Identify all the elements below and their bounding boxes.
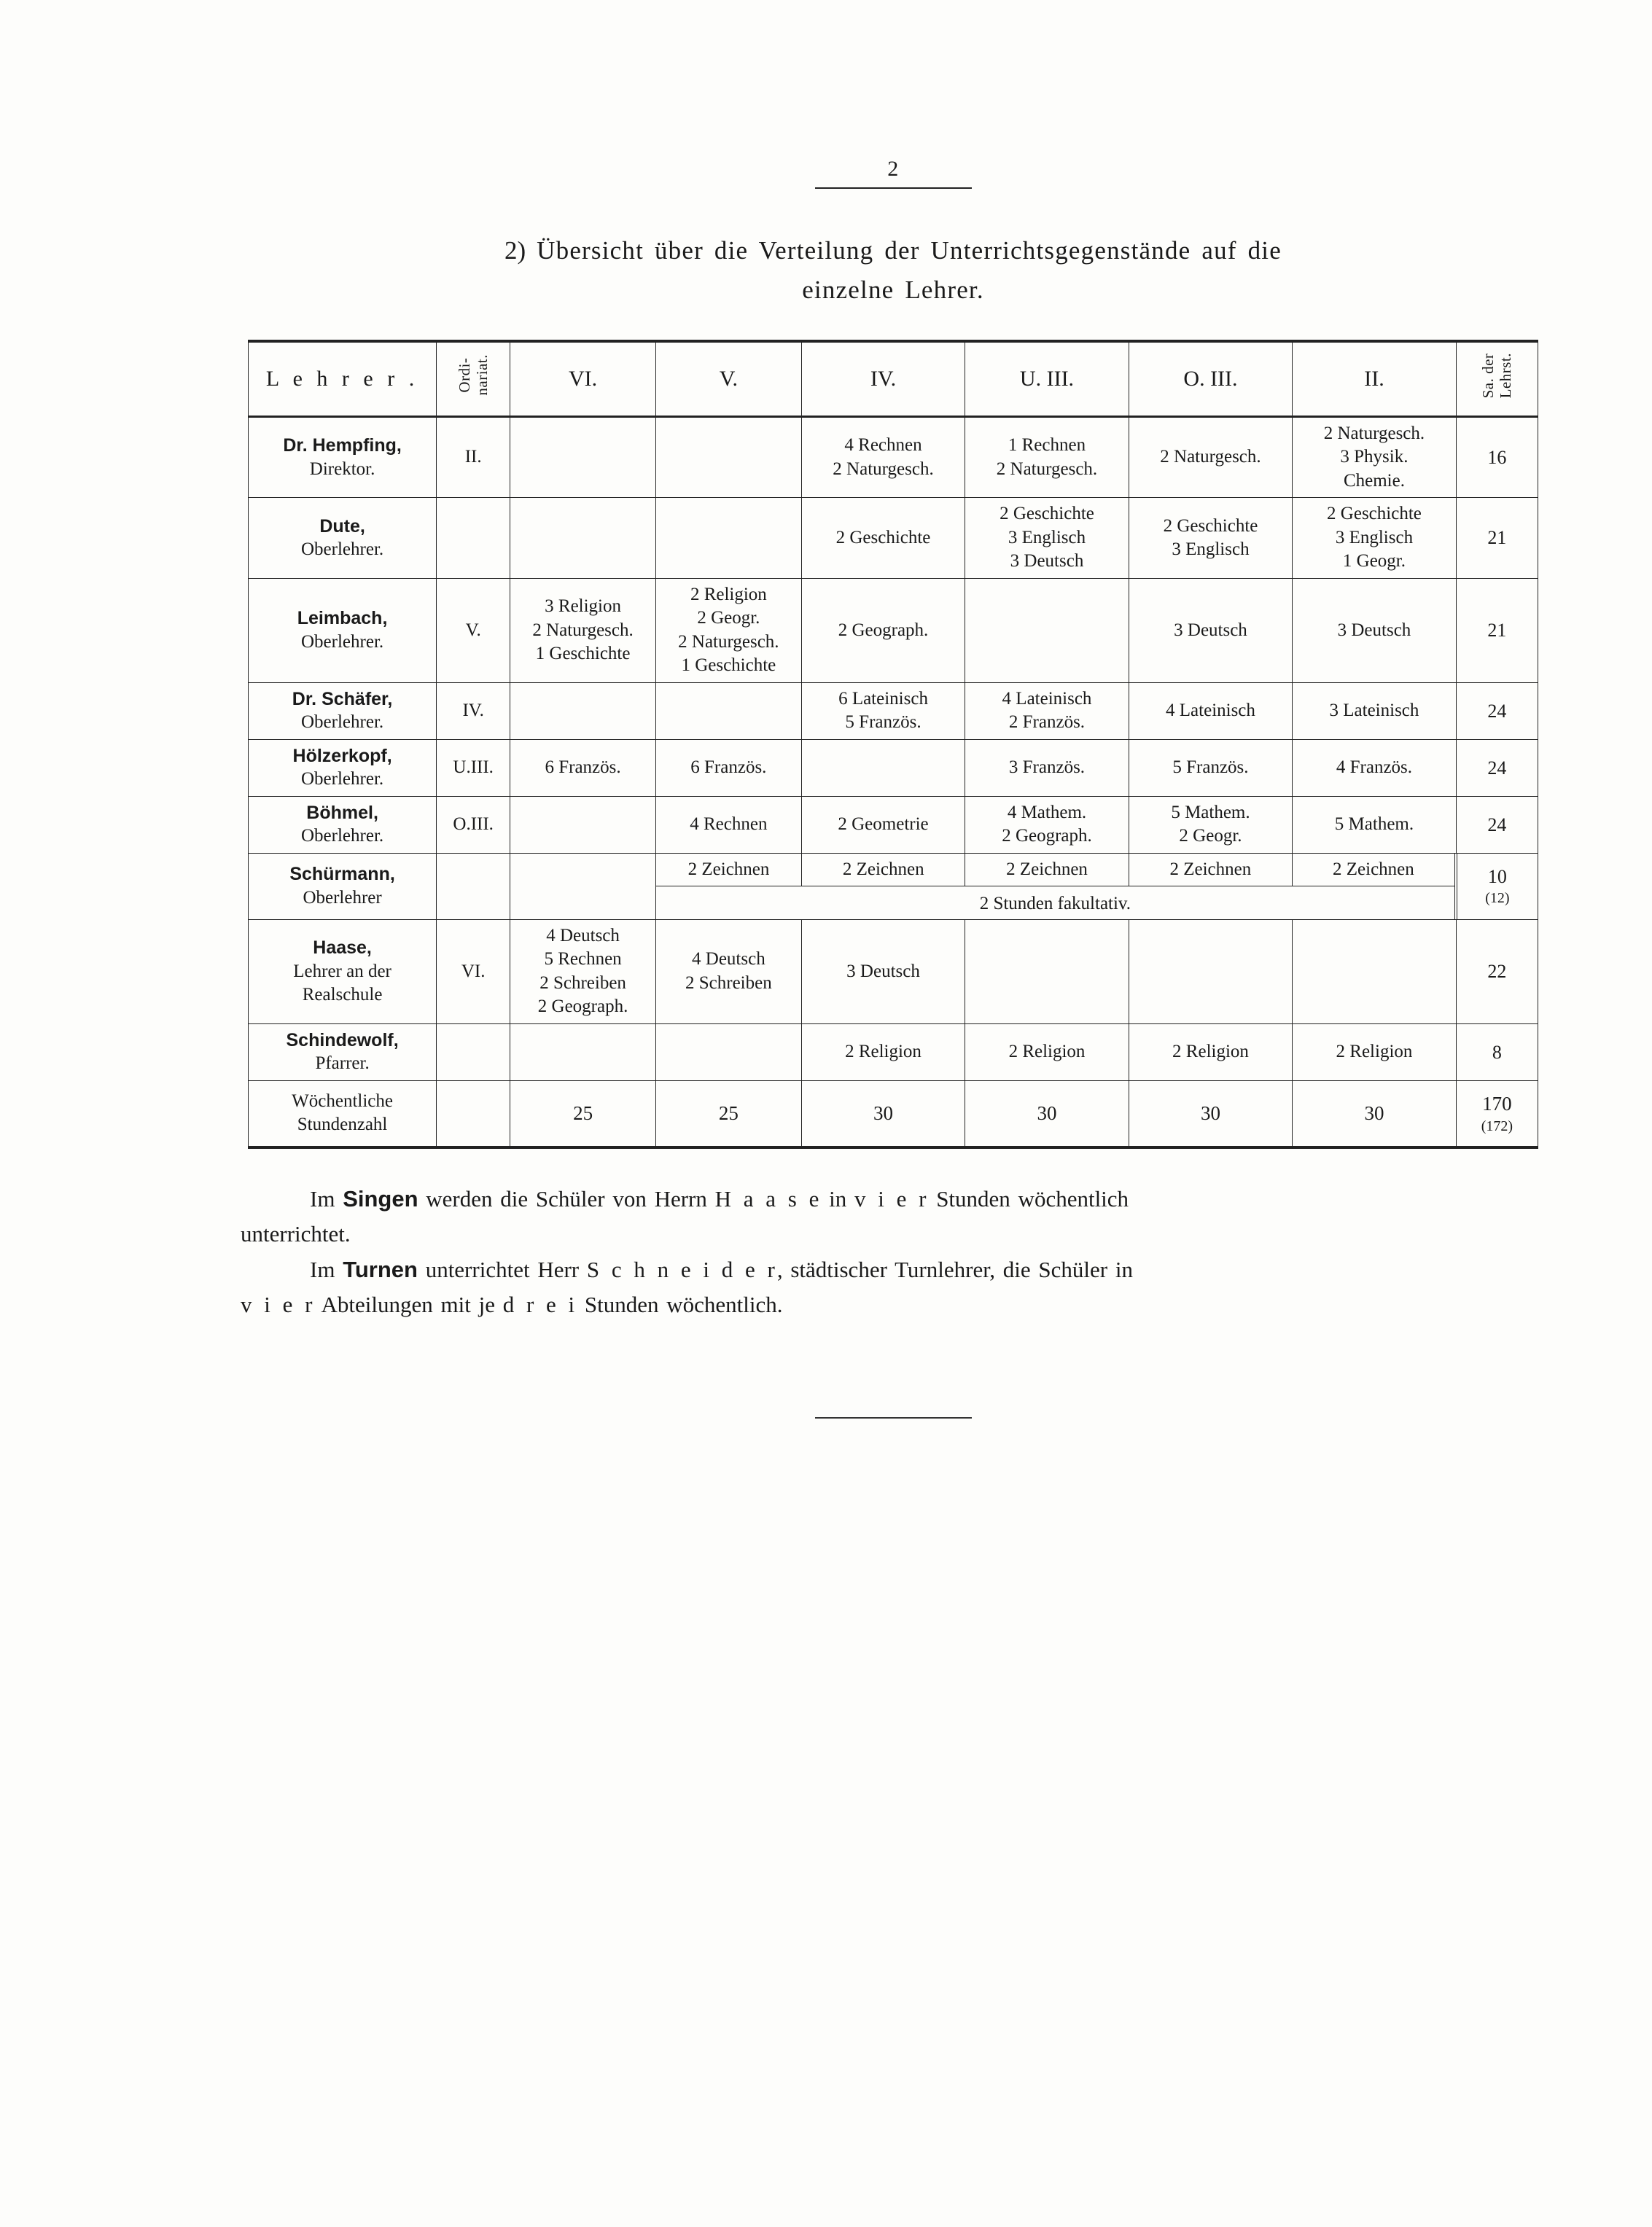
ordinariat-label-1: Ordi-: [456, 357, 474, 393]
cell-vi: 4 Deutsch 5 Rechnen 2 Schreiben 2 Geograph.: [510, 919, 656, 1023]
total-iv: 30: [801, 1080, 965, 1147]
note-turnen: [241, 1253, 1531, 1287]
teacher-role: Oberlehrer.: [301, 539, 384, 560]
teacher-role: Pfarrer.: [315, 1053, 370, 1074]
cell-iv: 2 Religion: [801, 1023, 965, 1080]
cell-oiii: 4 Lateinisch: [1129, 682, 1292, 739]
cell-v: 6 Französ.: [655, 739, 801, 796]
total-vi: 25: [510, 1080, 656, 1147]
table-row: [249, 739, 1538, 796]
table-row: [249, 498, 1538, 579]
cell-iv: 2 Geometrie: [801, 796, 965, 853]
ordinariat-cell: VI.: [437, 919, 510, 1023]
teacher-cell: [249, 1023, 437, 1080]
note-singen-part2: werden die Schüler von Herrn: [418, 1185, 715, 1212]
note-singen-part1: Im: [310, 1185, 343, 1212]
table-row: [249, 1023, 1538, 1080]
cell-uiii: 2 Religion: [965, 1023, 1129, 1080]
heading-line-2: einzelne Lehrer.: [802, 276, 984, 305]
note-turnen-cont: [241, 1288, 1531, 1322]
page-number-block: [241, 157, 1546, 189]
teacher-name: Schürmann,: [289, 864, 395, 885]
cell-oiii: 3 Deutsch: [1129, 578, 1292, 682]
teacher-name: Dute,: [319, 515, 365, 537]
cell-sum: 8: [1456, 1023, 1538, 1080]
cell-v: 4 Deutsch 2 Schreiben: [655, 919, 801, 1023]
page-number-rule: [815, 187, 972, 189]
teacher-role: Oberlehrer.: [301, 631, 384, 652]
ordinariat-cell: O.III.: [437, 796, 510, 853]
note-turnen-part3: , städtischer Turnlehrer, die Schüler in: [776, 1256, 1133, 1282]
cell-vi: [510, 416, 656, 498]
table-row: [249, 578, 1538, 682]
cell-ii: [1293, 919, 1456, 1023]
teacher-role: Oberlehrer.: [301, 712, 384, 733]
total-label: [249, 1080, 437, 1147]
cell-uiii: 4 Mathem. 2 Geograph.: [965, 796, 1129, 853]
total-sum-value: 170: [1482, 1092, 1512, 1115]
total-v: 25: [655, 1080, 801, 1147]
total-sum: [1456, 1080, 1538, 1147]
total-uiii: 30: [965, 1080, 1129, 1147]
column-header-teacher: L e h r e r .: [249, 341, 437, 417]
cell-sum: 16: [1456, 416, 1538, 498]
cell-ii: 4 Französ.: [1293, 739, 1456, 796]
note-turnen-part5: Abteilungen mit je: [314, 1292, 503, 1318]
cell-uiii: 3 Französ.: [965, 739, 1129, 796]
cell-iv: 6 Lateinisch 5 Französ.: [801, 682, 965, 739]
cell-oiii: 2 Naturgesch.: [1129, 416, 1292, 498]
ordinariat-cell: V.: [437, 578, 510, 682]
teacher-cell: [249, 853, 437, 919]
cell-iv: 3 Deutsch: [801, 919, 965, 1023]
teacher-name: Hölzerkopf,: [292, 745, 392, 766]
table-header-row: [249, 341, 1538, 417]
teacher-cell: [249, 578, 437, 682]
cell-v: [655, 1023, 801, 1080]
cell-v: [655, 498, 801, 579]
note-turnen-part1: Im: [310, 1256, 343, 1282]
cell-vi: [510, 498, 656, 579]
zeichnen-group-cell: [655, 853, 1538, 919]
cell-ii: 3 Deutsch: [1293, 578, 1456, 682]
cell-uiii: [965, 578, 1129, 682]
sum-paren: (12): [1485, 889, 1510, 906]
note-singen-cont: unterrichtet.: [241, 1221, 351, 1247]
cell-v: 2 Religion 2 Geogr. 2 Naturgesch. 1 Geschichte: [655, 578, 801, 682]
ordinariat-cell: IV.: [437, 682, 510, 739]
cell-v: 2 Zeichnen: [656, 854, 802, 886]
note-turnen-part2: unterrichtet Herr: [417, 1256, 587, 1282]
cell-ii: 2 Geschichte 3 Englisch 1 Geogr.: [1293, 498, 1456, 579]
cell-iv: 4 Rechnen 2 Naturgesch.: [801, 416, 965, 498]
note-turnen-teacher: S c h n e i d e r: [586, 1256, 777, 1282]
cell-iv: 2 Geschichte: [801, 498, 965, 579]
cell-uiii: 4 Lateinisch 2 Französ.: [965, 682, 1129, 739]
teacher-cell: [249, 796, 437, 853]
cell-sum: 21: [1456, 578, 1538, 682]
ordinariat-cell: [437, 1023, 510, 1080]
column-header-v: V.: [655, 341, 801, 417]
cell-v: [655, 416, 801, 498]
teacher-cell: [249, 739, 437, 796]
cell-ii: 5 Mathem.: [1293, 796, 1456, 853]
cell-vi: [510, 796, 656, 853]
total-ordinariat: [437, 1080, 510, 1147]
teacher-name: Haase,: [313, 937, 372, 959]
bottom-divider: [815, 1417, 972, 1419]
cell-vi: [510, 1023, 656, 1080]
teacher-name: Dr. Schäfer,: [292, 688, 393, 709]
sum-label-2: Lehrst.: [1497, 352, 1515, 398]
column-header-sum: [1456, 341, 1538, 417]
sum-label-1: Sa. der: [1479, 352, 1497, 398]
cell-oiii: 2 Zeichnen: [1129, 854, 1292, 886]
fakultativ-note: 2 Stunden fakultativ.: [656, 886, 1456, 919]
cell-sum: 22: [1456, 919, 1538, 1023]
cell-ii: 2 Religion: [1293, 1023, 1456, 1080]
note-singen-teacher: H a a s e: [714, 1185, 822, 1212]
total-label-1: Wöchentliche: [292, 1091, 393, 1111]
ordinariat-cell: U.III.: [437, 739, 510, 796]
column-header-ii: II.: [1293, 341, 1456, 417]
cell-sum: 21: [1456, 498, 1538, 579]
teacher-cell: [249, 416, 437, 498]
column-header-ordinariat: [437, 341, 510, 417]
teacher-cell: [249, 682, 437, 739]
table-row: [249, 682, 1538, 739]
teacher-cell: [249, 498, 437, 579]
cell-sum: 24: [1456, 682, 1538, 739]
sum-value: 10: [1487, 866, 1507, 888]
teacher-role: Oberlehrer.: [301, 769, 384, 789]
total-label-2: Stundenzahl: [297, 1115, 388, 1135]
column-header-uiii: U. III.: [965, 341, 1129, 417]
cell-vi: [510, 853, 656, 919]
cell-sum: 24: [1456, 739, 1538, 796]
teacher-name: Dr. Hempfing,: [283, 435, 402, 456]
teacher-name: Leimbach,: [297, 608, 388, 629]
cell-ii: 2 Naturgesch. 3 Physik. Chemie.: [1293, 416, 1456, 498]
cell-oiii: 5 Mathem. 2 Geogr.: [1129, 796, 1292, 853]
note-singen-part3: in: [821, 1185, 854, 1212]
table-row: [249, 796, 1538, 853]
note-turnen-keyword: Turnen: [343, 1256, 418, 1282]
column-header-oiii: O. III.: [1129, 341, 1292, 417]
cell-ii: 3 Lateinisch: [1293, 682, 1456, 739]
note-singen-keyword: Singen: [343, 1185, 418, 1212]
cell-vi: [510, 682, 656, 739]
cell-iv: 2 Geograph.: [801, 578, 965, 682]
cell-uiii: [965, 919, 1129, 1023]
note-singen-count: v i e r: [854, 1185, 929, 1212]
teacher-role: Oberlehrer: [303, 887, 382, 908]
teacher-name: Böhmel,: [306, 802, 378, 823]
table-row: [249, 853, 1538, 919]
cell-oiii: 2 Religion: [1129, 1023, 1292, 1080]
teacher-cell: [249, 919, 437, 1023]
page-title: [295, 231, 1491, 311]
document-content: [241, 157, 1546, 1419]
cell-sum: [1456, 854, 1538, 919]
ordinariat-cell: [437, 498, 510, 579]
heading-number: 2): [504, 236, 526, 265]
cell-vi: 6 Französ.: [510, 739, 656, 796]
teacher-name: Schindewolf,: [286, 1029, 399, 1050]
column-header-iv: IV.: [801, 341, 965, 417]
table-row: [249, 416, 1538, 498]
total-ii: 30: [1293, 1080, 1456, 1147]
teacher-role: Oberlehrer.: [301, 826, 384, 846]
teacher-role: Direktor.: [309, 459, 375, 479]
table-row: [249, 919, 1538, 1023]
note-singen-part4: Stunden wöchentlich: [928, 1185, 1129, 1212]
ordinariat-cell: [437, 853, 510, 919]
cell-vi: 3 Religion 2 Naturgesch. 1 Geschichte: [510, 578, 656, 682]
teaching-distribution-table: [248, 340, 1538, 1149]
note-singen: [241, 1182, 1531, 1217]
cell-ii: 2 Zeichnen: [1292, 854, 1455, 886]
column-header-vi: VI.: [510, 341, 656, 417]
cell-iv: 2 Zeichnen: [802, 854, 965, 886]
total-oiii: 30: [1129, 1080, 1292, 1147]
cell-sum: 24: [1456, 796, 1538, 853]
ordinariat-cell: II.: [437, 416, 510, 498]
cell-iv: [801, 739, 965, 796]
cell-uiii: 1 Rechnen 2 Naturgesch.: [965, 416, 1129, 498]
page-number: 2: [887, 157, 899, 181]
cell-oiii: 5 Französ.: [1129, 739, 1292, 796]
cell-uiii: 2 Zeichnen: [965, 854, 1129, 886]
cell-v: [655, 682, 801, 739]
notes-paragraphs: [241, 1182, 1531, 1322]
note-turnen-part7: Stunden wöchentlich.: [577, 1292, 783, 1318]
cell-oiii: [1129, 919, 1292, 1023]
note-turnen-count: v i e r: [241, 1292, 315, 1318]
total-sum-paren: (172): [1481, 1118, 1513, 1134]
cell-uiii: 2 Geschichte 3 Englisch 3 Deutsch: [965, 498, 1129, 579]
teacher-role: Lehrer an der Realschule: [293, 961, 391, 1005]
cell-oiii: 2 Geschichte 3 Englisch: [1129, 498, 1292, 579]
table-total-row: [249, 1080, 1538, 1147]
ordinariat-label-2: nariat.: [473, 354, 491, 396]
cell-v: 4 Rechnen: [655, 796, 801, 853]
note-turnen-hours: d r e i: [502, 1292, 577, 1318]
heading-line-1: Übersicht über die Verteilung der Unterrichtsgegenstände auf die: [537, 236, 1282, 265]
